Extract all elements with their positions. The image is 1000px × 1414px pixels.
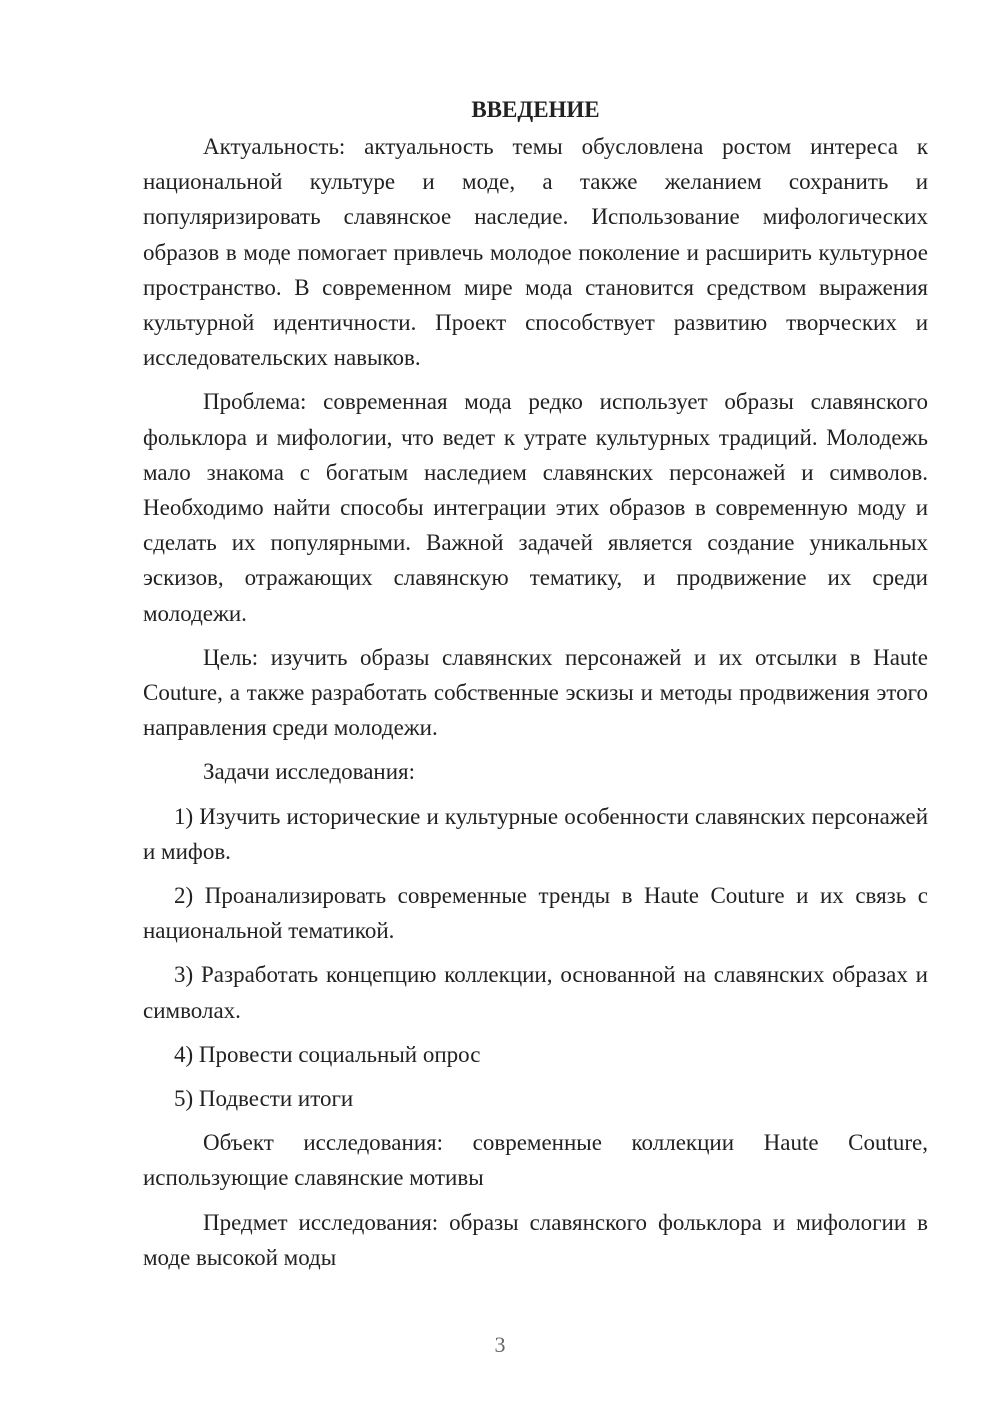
relevance-paragraph: Актуальность: актуальность темы обусловлена ростом интереса к национальной культуре и моде, а также желанием сохранить и популяризировать славянское наследие. Использование мифологических образов в моде помогает привлечь молодое поколение и расширить культурное пространство. В современном мире мода становится средством выражения культурной идентичности. Проект способствует развитию творческих и исследовательских навыков. — [143, 134, 928, 371]
task-item-5: 5) Подвести итоги — [174, 1086, 354, 1112]
task-item-2: 2) Проанализировать современные тренды в Haute Couture и их связь с национальной тематикой. — [143, 883, 928, 944]
task-item-1: 1) Изучить исторические и культурные особенности славянских персонажей и мифов. — [143, 803, 928, 864]
object-paragraph: Объект исследования: современные коллекции Haute Couture, использующие славянские мотивы — [143, 1130, 928, 1191]
page-number: 3 — [494, 1332, 506, 1357]
page-title: ВВЕДЕНИЕ — [471, 97, 600, 122]
task-item-3: 3) Разработать концепцию коллекции, основанной на славянских образах и символах. — [143, 962, 928, 1023]
subject-paragraph: Предмет исследования: образы славянского фольклора и мифологии в моде высокой моды — [143, 1209, 928, 1270]
task-item-4: 4) Провести социальный опрос — [174, 1041, 481, 1067]
problem-paragraph: Проблема: современная мода редко использует образы славянского фольклора и мифологии, что ведет к утрате культурных традиций. Молодежь мало знакома с богатым наследием славянских персонажей и символов. Необходимо найти способы интеграции этих образов в современную моду и сделать их популярными. Важной задачей является создание уникальных эскизов, отражающих славянскую тематику, и продвижение их среди молодежи. — [143, 389, 928, 626]
goal-paragraph: Цель: изучить образы славянских персонажей и их отсылки в Haute Couture, а также разработать собственные эскизы и методы продвижения этого направления среди молодежи. — [143, 644, 928, 741]
tasks-heading: Задачи исследования: — [203, 759, 416, 785]
page-content — [143, 92, 928, 1275]
